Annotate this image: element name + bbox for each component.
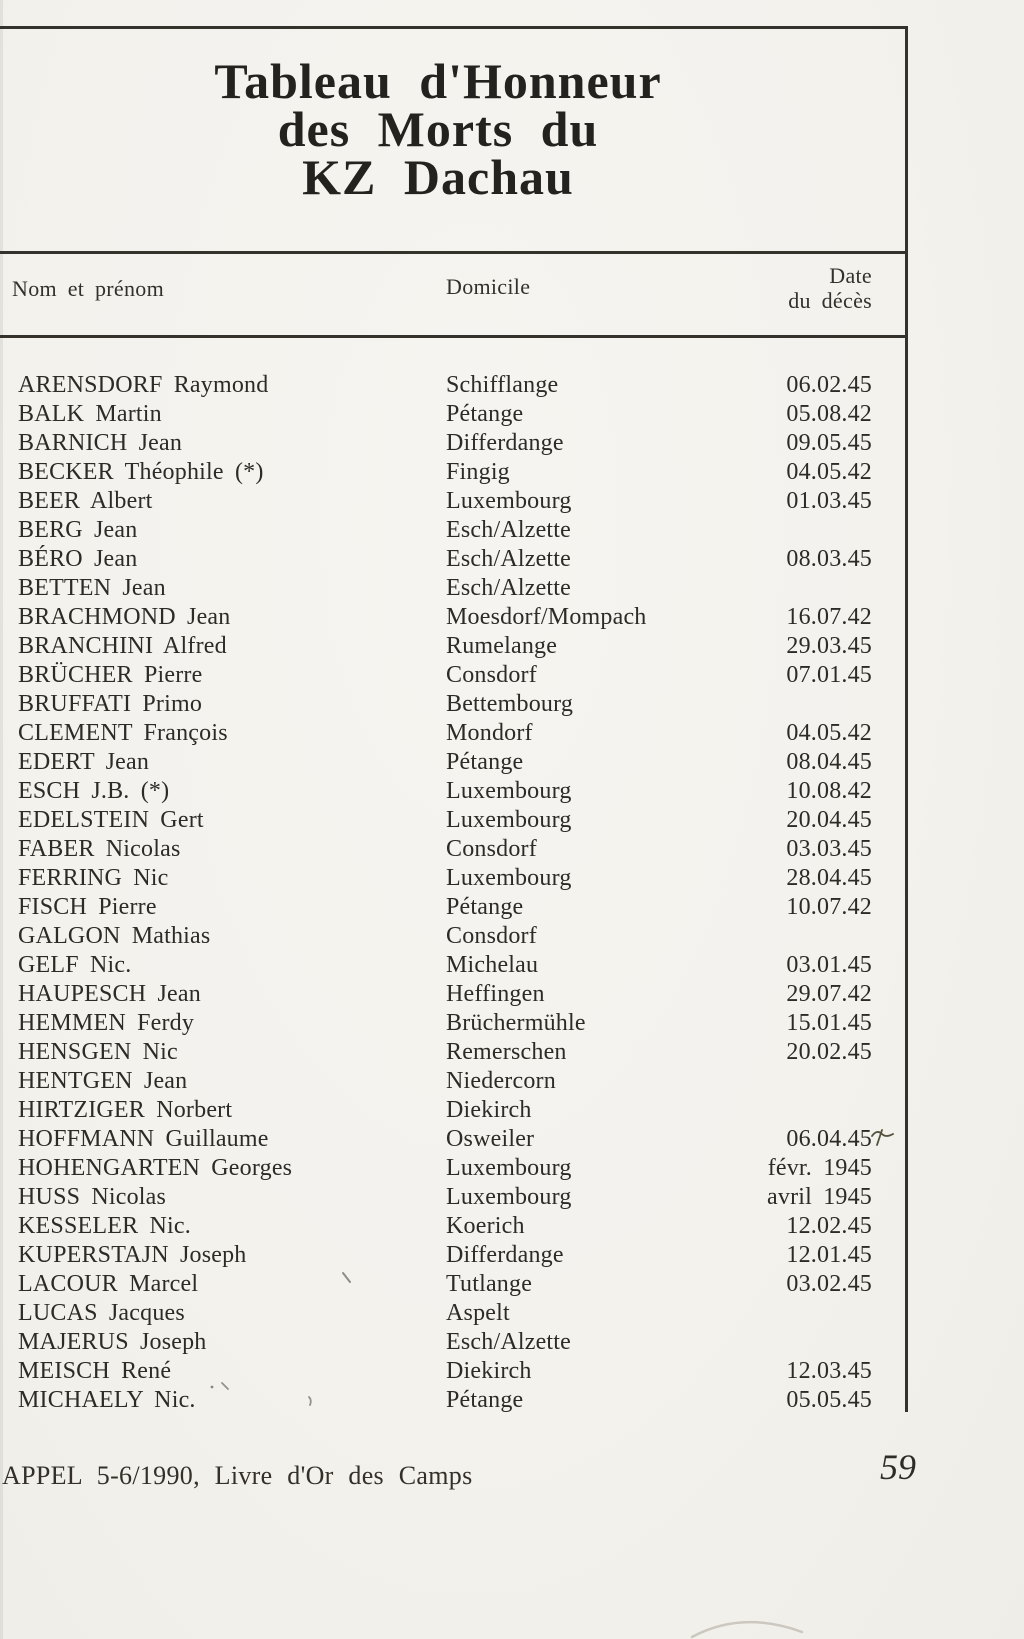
row-date: 16.07.42 [786, 604, 872, 630]
row-name: ARENSDORF Raymond [18, 372, 269, 398]
row-domicile: Mondorf [446, 720, 533, 746]
table-row [0, 574, 1024, 603]
row-domicile: Bettembourg [446, 691, 574, 717]
row-domicile: Brüchermühle [446, 1010, 586, 1036]
table-row [0, 632, 1024, 661]
column-header-date-line1: Date [829, 263, 872, 288]
row-date: 06.02.45 [786, 372, 872, 398]
row-domicile: Pétange [446, 1387, 524, 1413]
row-domicile: Schifflange [446, 372, 559, 398]
row-name: HUSS Nicolas [18, 1184, 167, 1210]
table-row [0, 516, 1024, 545]
row-date: 12.01.45 [786, 1242, 872, 1268]
table-row [0, 1154, 1024, 1183]
row-date: 03.01.45 [786, 952, 872, 978]
row-name: MEISCH René [18, 1358, 172, 1384]
row-domicile: Diekirch [446, 1358, 532, 1384]
table-row [0, 1096, 1024, 1125]
row-date: 20.04.45 [786, 807, 872, 833]
row-date: 10.08.42 [786, 778, 872, 804]
table-row [0, 777, 1024, 806]
table-row [0, 1357, 1024, 1386]
row-name: BRANCHINI Alfred [18, 633, 227, 659]
row-name: GELF Nic. [18, 952, 132, 978]
faint-curve-bottom [692, 1622, 802, 1637]
row-name: KUPERSTAJN Joseph [18, 1242, 247, 1268]
table-row [0, 806, 1024, 835]
table-row [0, 1270, 1024, 1299]
table-row [0, 864, 1024, 893]
row-date: 10.07.42 [786, 894, 872, 920]
row-domicile: Niedercorn [446, 1068, 556, 1094]
column-header-date-line2: du décès [788, 288, 872, 313]
page-number: 59 [880, 1447, 916, 1487]
row-domicile: Consdorf [446, 923, 537, 949]
table-row [0, 835, 1024, 864]
row-domicile: Tutlange [446, 1271, 533, 1297]
table-top-rule [0, 26, 908, 29]
row-date: 29.03.45 [786, 633, 872, 659]
row-name: BERG Jean [18, 517, 138, 543]
table-row [0, 487, 1024, 516]
row-date: avril 1945 [767, 1184, 872, 1210]
row-date: 05.08.42 [786, 401, 872, 427]
row-date: 03.02.45 [786, 1271, 872, 1297]
row-name: HENTGEN Jean [18, 1068, 188, 1094]
table-row [0, 1009, 1024, 1038]
row-domicile: Pétange [446, 749, 524, 775]
row-date: 08.03.45 [786, 546, 872, 572]
table-row [0, 1328, 1024, 1357]
table-row [0, 980, 1024, 1009]
table-row [0, 1212, 1024, 1241]
row-name: KESSELER Nic. [18, 1213, 191, 1239]
title-line-1: Tableau d'Honneur [214, 53, 662, 109]
table-row [0, 545, 1024, 574]
table-row [0, 748, 1024, 777]
table-body [0, 371, 1024, 1415]
row-date: 12.02.45 [786, 1213, 872, 1239]
table-row [0, 429, 1024, 458]
row-date: 20.02.45 [786, 1039, 872, 1065]
row-domicile: Luxembourg [446, 778, 572, 804]
row-domicile: Koerich [446, 1213, 525, 1239]
table-row [0, 1241, 1024, 1270]
table-row [0, 951, 1024, 980]
row-name: FABER Nicolas [18, 836, 181, 862]
row-name: BRACHMOND Jean [18, 604, 231, 630]
row-domicile: Esch/Alzette [446, 1329, 572, 1355]
row-name: MAJERUS Joseph [18, 1329, 207, 1355]
row-name: HOHENGARTEN Georges [18, 1155, 293, 1181]
table-row [0, 661, 1024, 690]
table-row [0, 458, 1024, 487]
row-name: FERRING Nic [18, 865, 169, 891]
row-date: 28.04.45 [786, 865, 872, 891]
row-date: 09.05.45 [786, 430, 872, 456]
row-domicile: Remerschen [446, 1039, 567, 1065]
column-header-date [672, 263, 872, 313]
table-row [0, 922, 1024, 951]
row-name: BRÜCHER Pierre [18, 662, 203, 688]
row-name: LUCAS Jacques [18, 1300, 185, 1326]
row-domicile: Osweiler [446, 1126, 535, 1152]
row-name: HENSGEN Nic [18, 1039, 178, 1065]
row-name: HIRTZIGER Norbert [18, 1097, 233, 1123]
row-domicile: Luxembourg [446, 1184, 572, 1210]
column-header-domicile: Domicile [446, 274, 531, 299]
row-name: CLEMENT François [18, 720, 228, 746]
row-date: 04.05.42 [786, 720, 872, 746]
row-date: 06.04.45 [786, 1126, 872, 1152]
row-name: FISCH Pierre [18, 894, 157, 920]
column-header-name: Nom et prénom [12, 276, 164, 301]
row-domicile: Diekirch [446, 1097, 532, 1123]
row-domicile: Moesdorf/Mompach [446, 604, 647, 630]
table-row [0, 1386, 1024, 1415]
row-date: févr. 1945 [767, 1155, 872, 1181]
row-domicile: Esch/Alzette [446, 546, 572, 572]
row-name: HEMMEN Ferdy [18, 1010, 195, 1036]
title-line-2: des Morts du [277, 101, 599, 157]
header-bottom-rule [0, 335, 908, 338]
row-name: ESCH J.B. (*) [18, 778, 170, 804]
table-row [0, 400, 1024, 429]
row-name: BECKER Théophile (*) [18, 459, 264, 485]
row-name: BÉRO Jean [18, 546, 138, 572]
row-name: BEER Albert [18, 488, 153, 514]
table-row [0, 603, 1024, 632]
row-domicile: Esch/Alzette [446, 517, 572, 543]
row-name: GALGON Mathias [18, 923, 211, 949]
row-domicile: Esch/Alzette [446, 575, 572, 601]
row-domicile: Aspelt [446, 1300, 510, 1326]
row-name: EDELSTEIN Gert [18, 807, 204, 833]
row-name: HAUPESCH Jean [18, 981, 201, 1007]
row-domicile: Consdorf [446, 836, 537, 862]
row-date: 08.04.45 [786, 749, 872, 775]
table-row [0, 371, 1024, 400]
row-date: 29.07.42 [786, 981, 872, 1007]
table-row [0, 1125, 1024, 1154]
table-row [0, 719, 1024, 748]
row-date: 12.03.45 [786, 1358, 872, 1384]
row-domicile: Differdange [446, 1242, 564, 1268]
row-domicile: Luxembourg [446, 1155, 572, 1181]
row-domicile: Pétange [446, 894, 524, 920]
row-domicile: Heffingen [446, 981, 545, 1007]
page-title [0, 53, 876, 205]
row-domicile: Consdorf [446, 662, 537, 688]
row-date: 05.05.45 [786, 1387, 872, 1413]
table-row [0, 1067, 1024, 1096]
table-row [0, 690, 1024, 719]
row-domicile: Michelau [446, 952, 539, 978]
row-name: HOFFMANN Guillaume [18, 1126, 269, 1152]
row-domicile: Pétange [446, 401, 524, 427]
row-date: 04.05.42 [786, 459, 872, 485]
header-top-rule [0, 251, 908, 254]
table-row [0, 893, 1024, 922]
row-domicile: Luxembourg [446, 807, 572, 833]
row-date: 07.01.45 [786, 662, 872, 688]
row-domicile: Luxembourg [446, 865, 572, 891]
row-date: 03.03.45 [786, 836, 872, 862]
table-row [0, 1038, 1024, 1067]
row-domicile: Differdange [446, 430, 564, 456]
row-name: BETTEN Jean [18, 575, 166, 601]
row-name: BARNICH Jean [18, 430, 183, 456]
row-name: BALK Martin [18, 401, 162, 427]
table-row [0, 1183, 1024, 1212]
row-name: LACOUR Marcel [18, 1271, 199, 1297]
row-name: EDERT Jean [18, 749, 150, 775]
table-row [0, 1299, 1024, 1328]
row-name: BRUFFATI Primo [18, 691, 203, 717]
row-date: 15.01.45 [786, 1010, 872, 1036]
row-date: 01.03.45 [786, 488, 872, 514]
footer-citation: APPEL 5-6/1990, Livre d'Or des Camps [2, 1461, 473, 1490]
row-name: MICHAELY Nic. [18, 1387, 196, 1413]
row-domicile: Rumelange [446, 633, 558, 659]
title-line-3: KZ Dachau [302, 149, 574, 205]
row-domicile: Fingig [446, 459, 510, 485]
row-domicile: Luxembourg [446, 488, 572, 514]
